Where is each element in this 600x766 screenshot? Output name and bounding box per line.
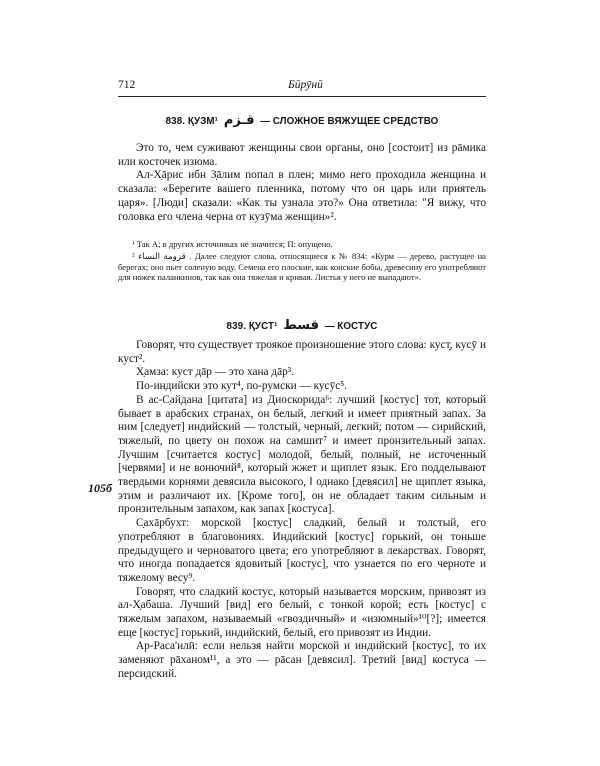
header-rule bbox=[118, 96, 486, 97]
running-title: Бӣрӯнӣ bbox=[288, 79, 323, 91]
paragraph: Говорят, что существует троякое произношение этого слова: куст̣, кусӯ и куст². bbox=[118, 339, 486, 365]
page-number: 712 bbox=[118, 79, 136, 91]
paragraph: Это то, чем суживают женщины свои органы, оно [состоит] из рāмика или косточек изюма. bbox=[118, 142, 486, 168]
paragraph: Говорят, что сладкий костус, который называется морским, привозят из ал-Х̣абаша. Лучший [вид] его белый, с тонкой корой; есть [костус] с тяжелым запахом, называемый «гвоздичный» и «изюмный»¹⁰[?]; имеется еще [костус] горький, индийский, белый, его привозят из Индии. bbox=[118, 585, 486, 639]
entry-838-meaning: — СЛОЖНОЕ ВЯЖУЩЕЕ СРЕДСТВО bbox=[260, 116, 439, 127]
page-header bbox=[118, 79, 486, 93]
entry-838-footnotes bbox=[118, 239, 486, 285]
entry-839-body bbox=[118, 339, 486, 682]
paragraph: С̣ахāрбухт: морской [костус] сладкий, белый и толстый, его употребляют в благовониях. Индийский [костус] горький, он тоньше предыдущего и черноватого цвета; его употребляют в лекарствах. Говорят, что иногда попадается ядовитый [костус], что узнается по его черноте и тяжелому весу⁹. bbox=[118, 517, 486, 584]
entry-839-meaning: — КОСТУС bbox=[324, 321, 378, 332]
paragraph: В ас-С̣айдана [цитата] из Диоскорида⁶: лучший [костус] тот, который бывает в арабских странах, он белый, легкий и имеет приятный запах. За ним [следует] индийский — толстый, черный, легкий; потом — сирийский, тяжелый, по цвету он похож на самшит⁷ и имеет пронзительный запах. Лучшим [считается костус] молодой, белый, полный, не источенный [червями] и не вонючий⁸, который жжет и щиплет язык. Его подделывают твердыми корнями девясила высокого, ‖ однако [девясил] не щиплет языка, этим и различают их. [Кроме того], он не обладает таким сильным и пронзительным запахом, как запах [костуса]. bbox=[118, 393, 486, 516]
entry-838-body bbox=[118, 142, 486, 224]
entry-838-heading bbox=[118, 113, 486, 128]
entry-839-number-title: 839. ҚУСТ¹ bbox=[226, 321, 278, 332]
entry-838-arabic-word: قـزم bbox=[223, 113, 255, 128]
manuscript-folio-margin-note: 105б bbox=[88, 481, 112, 495]
paragraph: Ар-Раса'илӣ: если нельзя найти морской и индийский [костус], то их заменяют рāханом¹¹, а это — рāсан [девясил]. Третий [вид] костуса — персидский. bbox=[118, 640, 486, 680]
footnote: ¹ Так А; в других источниках не значится; П: опущено. bbox=[132, 239, 333, 249]
paragraph: Ал-Х̣āрис ибн З̣āлим попал в плен; мимо него проходила женщина и сказала: «Берегите вашего пленника, потому что он царь или приятель царя». [Люди] сказали: «Как ты узнала это?» Она ответила: "Я вижу, что головка его члена черна от кузӯма женщин»². bbox=[118, 169, 486, 223]
entry-839-arabic-word: قسط bbox=[283, 318, 319, 333]
paragraph: Х̣амза: куст дāр — это хана дāр³. bbox=[136, 366, 294, 379]
footnote: ² قزومة النساء . Далее следуют слова, относящиеся к № 834: «Курм — дерево, растущее на берегах; оно пьет соленую воду. Семена его плоские, как конские бобы, древесину его употребляют для ножек паланкинов, так как она тяжелая и кривая. Листья у него не выпадают». bbox=[118, 251, 486, 283]
paragraph: По-индийски это кут⁴, по-румски — кусӯс⁵. bbox=[136, 380, 347, 393]
entry-839-heading bbox=[118, 318, 486, 333]
entry-838-number-title: 838. ҚУЗМ¹ bbox=[165, 116, 219, 127]
